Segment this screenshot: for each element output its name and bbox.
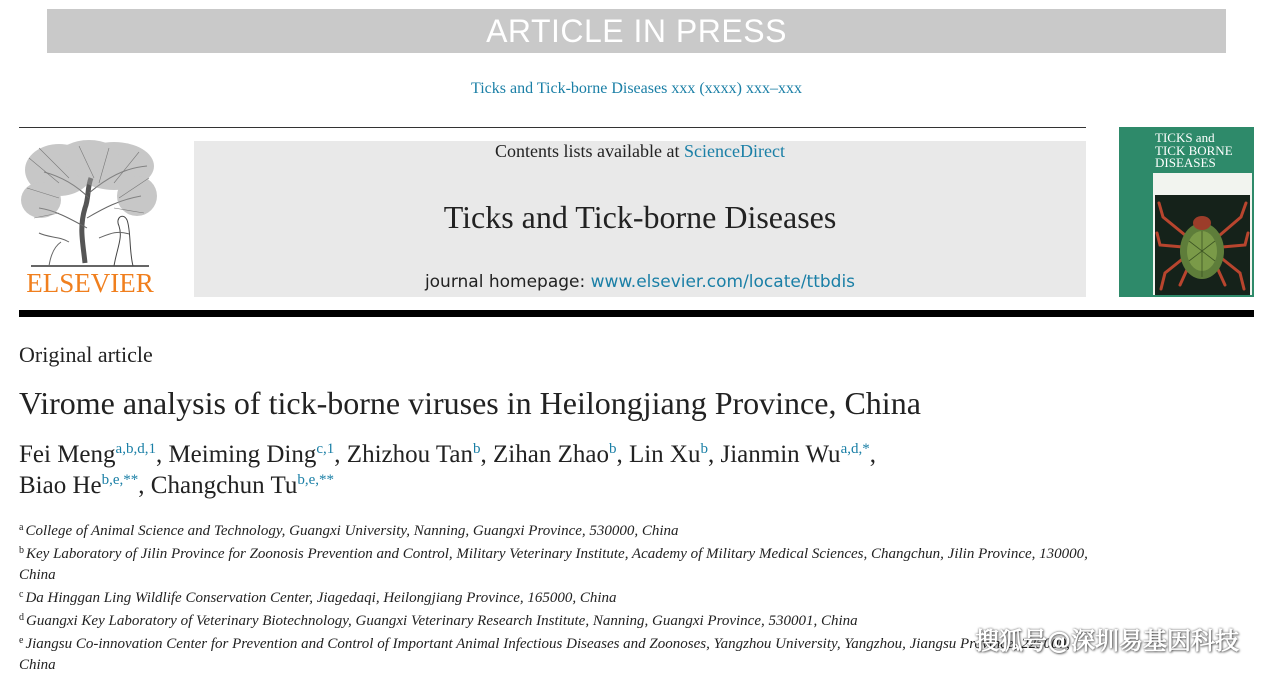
affiliation-label: b: [19, 545, 24, 557]
affiliation-label: a: [19, 522, 24, 533]
cover-title-line: TICK BORNE: [1155, 142, 1233, 158]
affiliation-text: Guangxi Key Laboratory of Veterinary Biotechnology, Guangxi Veterinary Research Institute, Nanning, Guangxi Province, 530001, China: [26, 613, 858, 630]
author-separator: ,: [869, 441, 876, 468]
article-type: Original article: [19, 342, 153, 367]
article-title: Virome analysis of tick-borne viruses in Heilongjiang Province, China: [19, 385, 921, 421]
header-top-rule: [19, 127, 1086, 128]
article-in-press-banner: [47, 9, 1226, 53]
author-separator: ,: [616, 441, 629, 468]
affiliation-text: Da Hinggan Ling Wildlife Conservation Center, Jiagedaqi, Heilongjiang Province, 165000, China: [25, 589, 617, 606]
affiliation-item: [19, 608, 1099, 631]
elsevier-logo[interactable]: [19, 138, 161, 300]
elsevier-wordmark: ELSEVIER: [26, 268, 154, 298]
affiliation-label: d: [19, 612, 24, 624]
banner-text: ARTICLE IN PRESS: [486, 12, 787, 49]
author-name[interactable]: Meiming Ding: [168, 441, 317, 468]
affiliation-item: [19, 518, 1099, 541]
sciencedirect-link[interactable]: ScienceDirect: [684, 141, 785, 161]
contents-available-line: [194, 141, 1086, 162]
affiliation-item: [19, 631, 1099, 675]
author-affiliation-marks[interactable]: c,1: [316, 441, 335, 457]
cover-title-line: TICKS and: [1155, 130, 1215, 145]
journal-title: Ticks and Tick-borne Diseases: [443, 199, 837, 235]
cover-title: [1155, 132, 1233, 170]
author-affiliation-marks[interactable]: b: [700, 441, 708, 457]
author-affiliation-marks[interactable]: b,e,**: [101, 472, 139, 488]
cover-title-line: DISEASES: [1155, 155, 1216, 170]
author-separator: ,: [708, 441, 721, 468]
author-separator: ,: [155, 441, 169, 468]
journal-homepage-line: [194, 272, 1086, 292]
journal-homepage-link[interactable]: www.elsevier.com/locate/ttbdis: [590, 272, 856, 292]
homepage-prefix: journal homepage:: [424, 272, 591, 292]
author-affiliation-marks[interactable]: b: [473, 441, 481, 457]
affiliation-item: [19, 541, 1099, 585]
journal-citation-link[interactable]: Ticks and Tick-borne Diseases xxx (xxxx) xxx–xxx: [471, 80, 802, 97]
sohu-watermark: 搜狐号@深圳易基因科技: [975, 627, 1239, 655]
contents-prefix: Contents lists available at: [495, 141, 684, 161]
author-affiliation-marks[interactable]: a,d,*: [840, 441, 870, 457]
author-affiliation-marks[interactable]: b,e,**: [297, 472, 335, 488]
author-affiliation-marks[interactable]: b: [608, 441, 617, 457]
author-name[interactable]: Zhizhou Tan: [346, 441, 474, 468]
author-separator: ,: [480, 441, 494, 468]
affiliation-item: [19, 585, 1099, 608]
author-name[interactable]: Changchun Tu: [150, 472, 298, 499]
author-name[interactable]: Jianmin Wu: [720, 441, 841, 468]
journal-cover-thumbnail[interactable]: [1119, 127, 1254, 297]
author-name[interactable]: Lin Xu: [628, 441, 701, 468]
author-separator: ,: [334, 441, 347, 468]
author-name[interactable]: Zihan Zhao: [493, 441, 609, 468]
header-bottom-rule: [19, 310, 1254, 317]
affiliation-label: e: [19, 635, 24, 647]
author-affiliation-marks[interactable]: a,b,d,1: [115, 441, 156, 457]
affiliation-text: Jiangsu Co-innovation Center for Prevention and Control of Important Animal Infectious Diseases and Zoonoses, Yangzhou University, Yangzhou, Jiangsu Province, 225000, China: [19, 636, 1070, 673]
affiliation-list: [19, 518, 1099, 675]
affiliation-text: College of Animal Science and Technology, Guangxi University, Nanning, Guangxi Province, 530000, China: [25, 523, 679, 539]
affiliation-label: c: [19, 588, 24, 600]
author-name[interactable]: Fei Meng: [19, 441, 116, 468]
author-separator: ,: [138, 472, 151, 499]
author-list: [19, 439, 1119, 501]
author-name[interactable]: Biao He: [19, 472, 102, 499]
elsevier-tree-logo-icon: [19, 138, 161, 300]
tick-illustration-icon: [1155, 195, 1250, 295]
journal-header-box: [194, 141, 1086, 297]
affiliation-text: Key Laboratory of Jilin Province for Zoonosis Prevention and Control, Military Veterinary Institute, Academy of Military Medical Sciences, Changchun, Jilin Province, 130000, China: [19, 546, 1088, 583]
